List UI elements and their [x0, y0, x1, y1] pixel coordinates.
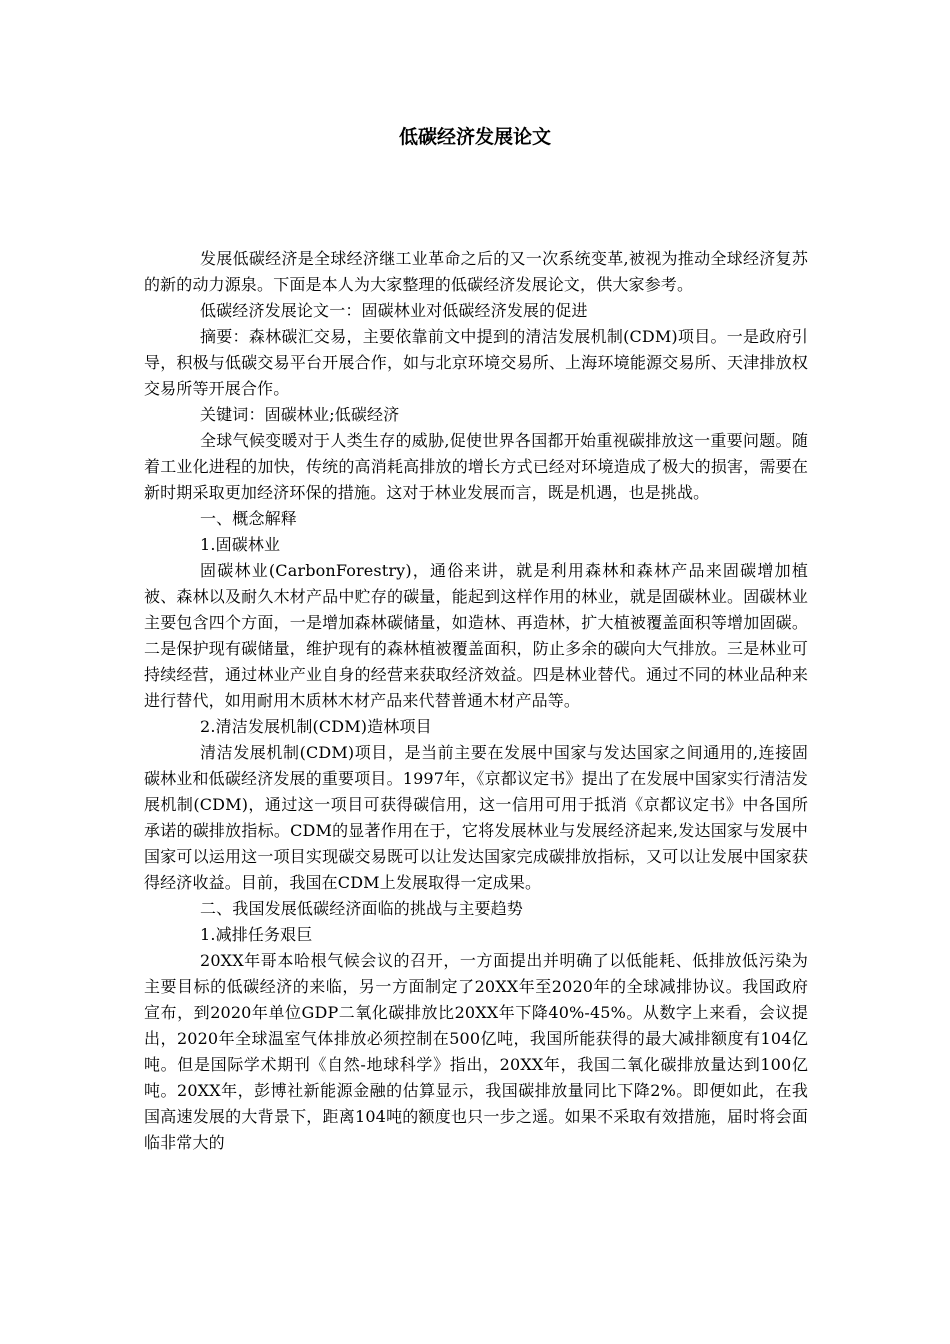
paragraph-abstract: 摘要：森林碳汇交易，主要依靠前文中提到的清洁发展机制(CDM)项目。一是政府引导，积极与低碳交易平台开展合作，如与北京环境交易所、上海环境能源交易所、天津排放权交易所等开展合作。	[144, 327, 808, 398]
subheading-carbon-forestry: 1.固碳林业	[200, 535, 281, 554]
paragraph-carbon-forestry: 固碳林业(CarbonForestry)，通俗来讲，就是利用森林和森林产品来固碳增加植被、森林以及耐久木材产品中贮存的碳量，能起到这样作用的林业，就是固碳林业。固碳林业主要包含四个方面，一是增加森林碳储量，如造林、再造林，扩大植被覆盖面积等增加固碳。二是保护现有碳储量，维护现有的森林植被覆盖面积，防止多余的碳向大气排放。三是林业可持续经营，通过林业产业自身的经营来获取经济效益。四是林业替代。通过不同的林业品种来进行替代，如用耐用木质林木材产品来代替普通木材产品等。	[144, 561, 808, 710]
section-heading-concepts: 一、概念解释	[200, 509, 297, 528]
subheading-emission-task: 1.减排任务艰巨	[200, 925, 313, 944]
paragraph-emission-task: 20XX年哥本哈根气候会议的召开，一方面提出并明确了以低能耗、低排放低污染为主要目标的低碳经济的来临，另一方面制定了20XX年至2020年的全球减排协议。我国政府宣布，到2020年单位GDP二氧化碳排放比20XX年下降40%-45%。从数字上来看，会议提出，2020年全球温室气体排放必须控制在500亿吨，我国所能获得的最大减排额度有104亿吨。但是国际学术期刊《自然-地球科学》指出，20XX年，我国二氧化碳排放量达到100亿吨。20XX年，彭博社新能源金融的估算显示，我国碳排放量同比下降2%。即便如此，在我国高速发展的大背景下，距离104吨的额度也只一步之遥。如果不采取有效措施，届时将会面临非常大的	[144, 951, 808, 1152]
subheading-cdm: 2.清洁发展机制(CDM)造林项目	[200, 717, 432, 736]
paragraph-keywords: 关键词：固碳林业;低碳经济	[200, 405, 400, 424]
paragraph-article-heading: 低碳经济发展论文一：固碳林业对低碳经济发展的促进	[200, 301, 588, 320]
document-body	[144, 246, 808, 1156]
document-title: 低碳经济发展论文	[398, 126, 551, 148]
paragraph-background: 全球气候变暖对于人类生存的威胁,促使世界各国都开始重视碳排放这一重要问题。随着工业化进程的加快，传统的高消耗高排放的增长方式已经对环境造成了极大的损害，需要在新时期采取更加经济环保的措施。这对于林业发展而言，既是机遇，也是挑战。	[144, 431, 808, 502]
section-heading-challenges: 二、我国发展低碳经济面临的挑战与主要趋势	[200, 899, 524, 918]
paragraph-intro: 发展低碳经济是全球经济继工业革命之后的又一次系统变革,被视为推动全球经济复苏的新的动力源泉。下面是本人为大家整理的低碳经济发展论文，供大家参考。	[144, 249, 808, 294]
paragraph-cdm: 清洁发展机制(CDM)项目，是当前主要在发展中国家与发达国家之间通用的,连接固碳林业和低碳经济发展的重要项目。1997年，《京都议定书》提出了在发展中国家实行清洁发展机制(CDM)，通过这一项目可获得碳信用，这一信用可用于抵消《京都议定书》中各国所承诺的碳排放指标。CDM的显著作用在于，它将发展林业与发展经济起来,发达国家与发展中国家可以运用这一项目实现碳交易既可以让发达国家完成碳排放指标，又可以让发展中国家获得经济收益。目前，我国在CDM上发展取得一定成果。	[144, 743, 808, 892]
